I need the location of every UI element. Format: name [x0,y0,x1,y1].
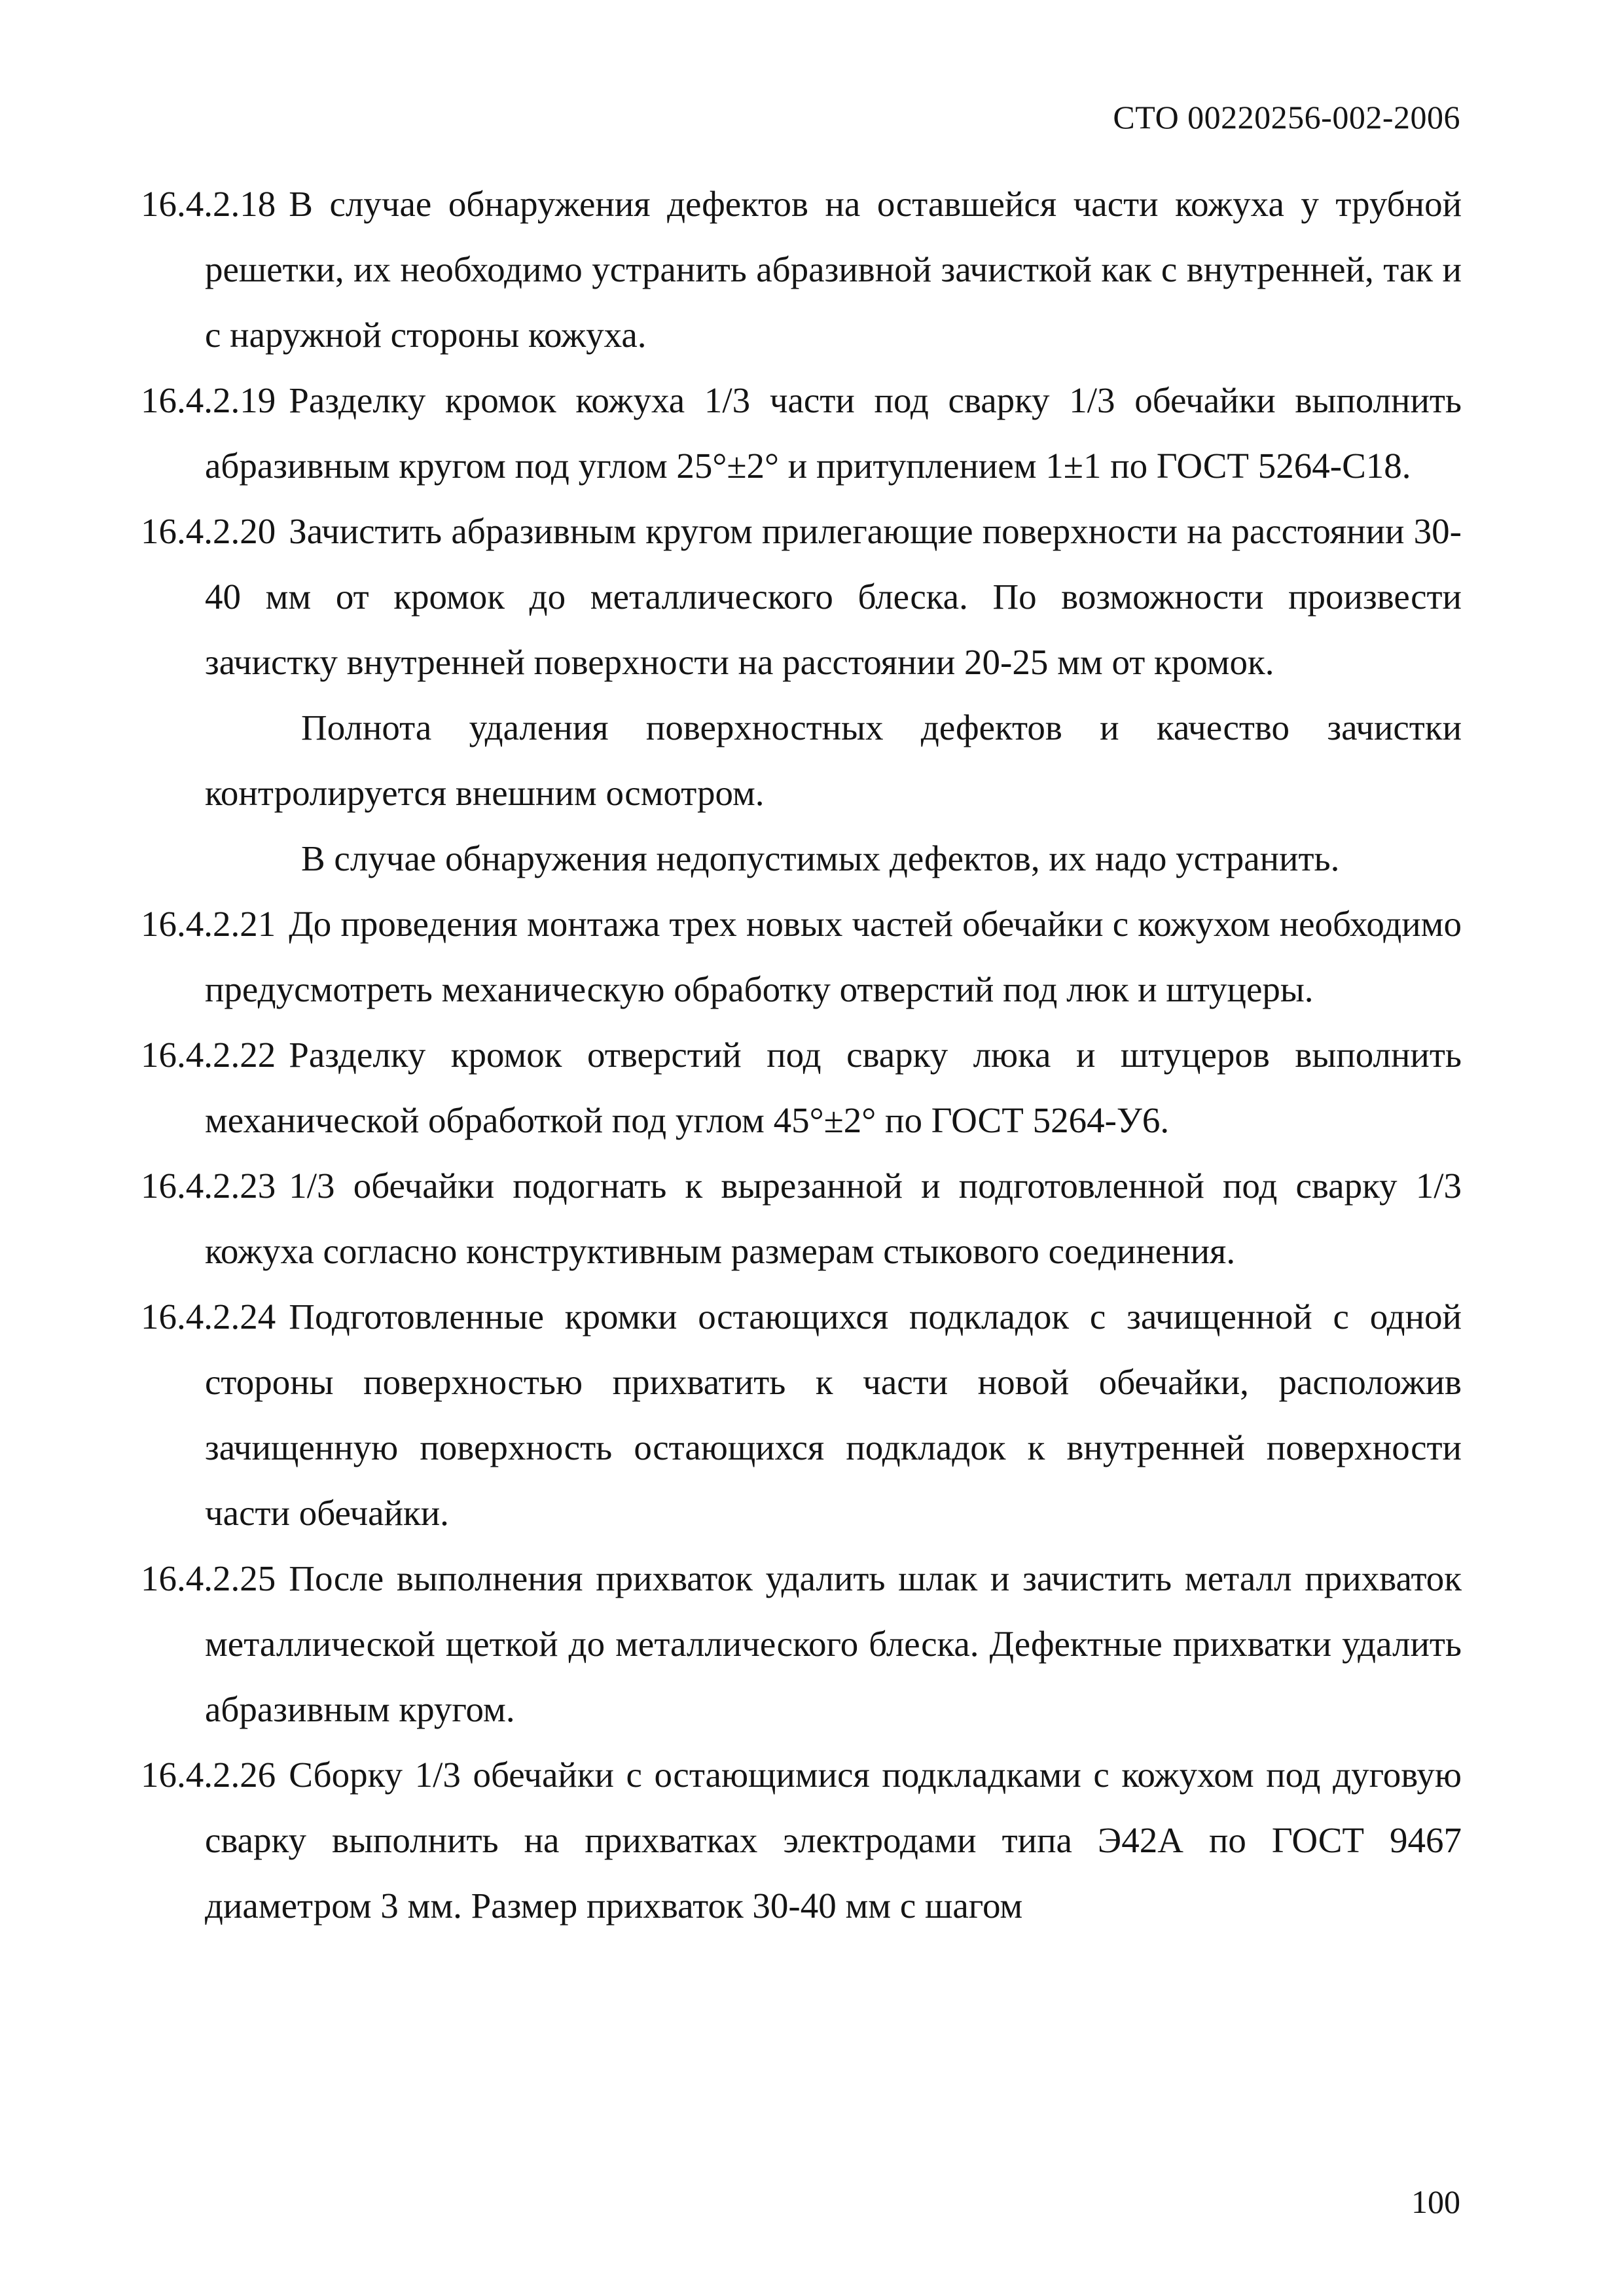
paragraph-defects: В случае обнаружения недопустимых дефектов, их надо устранить. [301,838,1340,878]
clause-number: 16.4.2.20 [141,511,276,551]
clause-16-4-2-26 [141,1742,1462,1939]
page-number: 100 [1411,2183,1460,2220]
clause-16-4-2-18 [141,171,1462,368]
clause-text: После выполнения прихваток удалить шлак и зачистить металл прихваток металлической щеткой до металлического блеска. Дефектные прихватки удалить абразивным кругом. [205,1558,1462,1729]
clause-text: Сборку 1/3 обечайки с остающимися подкладками с кожухом под дуговую сварку выполнить на прихватках электродами типа Э42А по ГОСТ 9467 диаметром 3 мм. Размер прихваток 30-40 мм с шагом [205,1755,1462,1926]
clause-number: 16.4.2.22 [141,1035,276,1075]
clause-16-4-2-20 [141,499,1462,695]
clause-16-4-2-22 [141,1022,1462,1153]
paragraph-inspection: Полнота удаления поверхностных дефектов и качество зачистки контролируется внешним осмотром. [205,708,1462,813]
clause-text: Разделку кромок отверстий под сварку люка и штуцеров выполнить механической обработкой под углом 45°±2° по ГОСТ 5264-У6. [205,1035,1462,1140]
clause-16-4-2-25 [141,1546,1462,1742]
clause-text: Разделку кромок кожуха 1/3 части под сварку 1/3 обечайки выполнить абразивным кругом под углом 25°±2° и притуплением 1±1 по ГОСТ 5264-С18. [205,380,1462,486]
clause-text: До проведения монтажа трех новых частей обечайки с кожухом необходимо предусмотреть механическую обработку отверстий под люк и штуцеры. [205,904,1462,1009]
clause-number: 16.4.2.23 [141,1166,276,1206]
clause-16-4-2-24 [141,1284,1462,1546]
clause-number: 16.4.2.21 [141,904,276,944]
document-code: СТО 00220256-002-2006 [1113,99,1460,135]
page-content [141,171,1462,1939]
clause-number: 16.4.2.25 [141,1558,276,1598]
clause-text: 1/3 обечайки подогнать к вырезанной и подготовленной под сварку 1/3 кожуха согласно конструктивным размерам стыкового соединения. [205,1166,1462,1271]
clause-number: 16.4.2.24 [141,1297,276,1336]
clause-16-4-2-19 [141,368,1462,499]
clause-number: 16.4.2.18 [141,184,276,224]
clause-text: Зачистить абразивным кругом прилегающие поверхности на расстоянии 30-40 мм от кромок до металлического блеска. По возможности произвести зачистку внутренней поверхности на расстоянии 20-25 мм от кромок. [205,511,1462,682]
clause-number: 16.4.2.19 [141,380,276,420]
clause-16-4-2-23 [141,1153,1462,1284]
clause-number: 16.4.2.26 [141,1755,276,1795]
clause-text: Подготовленные кромки остающихся подкладок с зачищенной с одной стороны поверхностью прихватить к части новой обечайки, расположив зачищенную поверхность остающихся подкладок к внутренней поверхности части обечайки. [205,1297,1462,1533]
clause-16-4-2-21 [141,891,1462,1022]
clause-text: В случае обнаружения дефектов на оставшейся части кожуха у трубной решетки, их необходимо устранить абразивной зачисткой как с внутренней, так и с наружной стороны кожуха. [205,184,1462,355]
